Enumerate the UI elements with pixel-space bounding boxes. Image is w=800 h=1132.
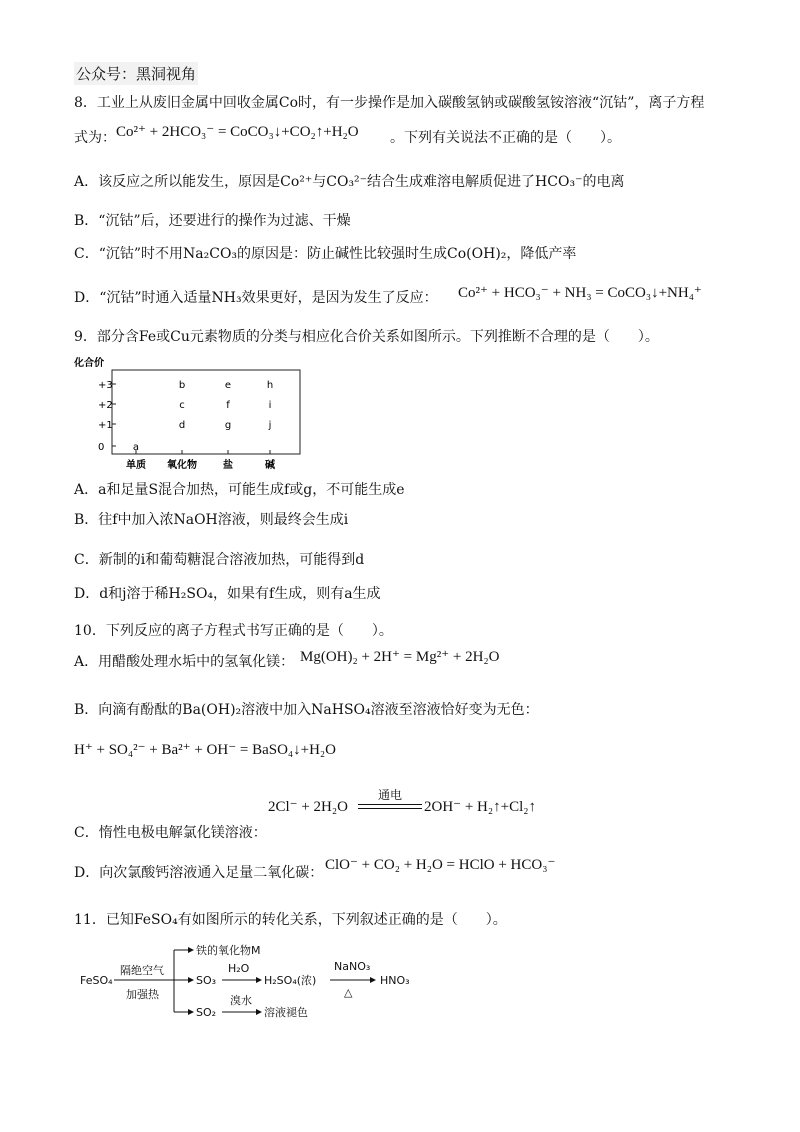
arrow-head-icon xyxy=(370,977,376,983)
scheme-p2-product2: HNO₃ xyxy=(380,974,410,987)
arrow-head-icon xyxy=(188,947,194,953)
scheme-start: FeSO₄ xyxy=(80,974,113,987)
graph-xtick: 盐 xyxy=(223,460,233,471)
graph-point-j: j xyxy=(268,420,272,431)
q8-stem-suffix: 。下列有关说法不正确的是（ ）。 xyxy=(390,130,621,146)
watermark: 公众号：黑洞视角 xyxy=(74,62,198,85)
q8-option-a: A．该反应之所以能发生，原因是Co²⁺与CO₃²⁻结合生成难溶电解质促进了HCO₃⁻的电离 xyxy=(74,174,625,190)
graph-point-c: c xyxy=(179,400,185,411)
q10-option-c-equation-left: 2Cl⁻ + 2H₂O xyxy=(268,799,348,815)
q10-option-c-text: C．惰性电极电解氯化镁溶液： xyxy=(74,825,267,841)
q8-option-d-equation: Co²⁺ + HCO₃⁻ + NH₃ = CoCO₃↓+NH₄⁺ xyxy=(458,285,702,301)
scheme-cond-bottom: 加强热 xyxy=(126,988,159,1001)
q10-option-d-text: D．向次氯酸钙溶液通入足量二氧化碳： xyxy=(74,865,324,881)
valence-classification-graph xyxy=(74,358,308,472)
q8-option-b: B．“沉钴”后，还要进行的操作为过滤、干燥 xyxy=(74,213,351,229)
q8-equation: Co²⁺ + 2HCO₃⁻ = CoCO₃↓+CO₂↑+H₂O xyxy=(116,124,359,140)
scheme-p1: 铁的氧化物M xyxy=(196,944,261,957)
arrow-head-icon xyxy=(188,1009,194,1015)
scheme-p2-reagent2-top: NaNO₃ xyxy=(334,960,371,973)
graph-point-i: i xyxy=(268,400,272,411)
graph-point-d: d xyxy=(178,420,186,431)
scheme-p3: SO₂ xyxy=(196,1006,217,1019)
scheme-p2-reagent2-bottom: △ xyxy=(344,986,353,999)
scheme-p3-reagent: 溴水 xyxy=(230,994,252,1007)
graph-ytick: +2 xyxy=(98,400,113,411)
graph-point-a: a xyxy=(132,442,140,453)
q10-option-b-equation: H⁺ + SO₄²⁻ + Ba²⁺ + OH⁻ = BaSO₄↓+H₂O xyxy=(74,742,336,758)
q10-option-a-equation: Mg(OH)₂ + 2H⁺ = Mg²⁺ + 2H₂O xyxy=(300,649,500,665)
scheme-p2-reagent: H₂O xyxy=(228,962,250,975)
graph-point-h: h xyxy=(266,380,274,391)
graph-point-f: f xyxy=(226,400,230,411)
scheme-cond-top: 隔绝空气 xyxy=(120,964,164,977)
q10-option-c-equation-right: 2OH⁻ + H₂↑+Cl₂↑ xyxy=(424,799,536,815)
q9-stem: 9．部分含Fe或Cu元素物质的分类与相应化合价关系如图所示。下列推断不合理的是（ ）。 xyxy=(74,329,659,345)
q10-option-b-text: B．向滴有酚酞的Ba(OH)₂溶液中加入NaHSO₄溶液至溶液恰好变为无色： xyxy=(74,702,539,718)
graph-point-b: b xyxy=(178,380,186,391)
graph-xtick: 氧化物 xyxy=(167,460,197,471)
graph-xtick: 单质 xyxy=(126,460,146,471)
graph-point-e: e xyxy=(224,380,232,391)
q8-stem-prefix: 式为： xyxy=(74,130,116,146)
q9-option-d: D．d和j溶于稀H₂SO₄，如果有f生成，则有a生成 xyxy=(74,586,381,602)
q8-stem-line1: 8．工业上从废旧金属中回收金属Co时，有一步操作是加入碳酸氢钠或碳酸氢铵溶液“沉钴”，离子方程 xyxy=(74,95,705,111)
scheme-p3-product: 溶液褪色 xyxy=(264,1006,308,1019)
q10-stem: 10．下列反应的离子方程式书写正确的是（ ）。 xyxy=(74,623,393,639)
q8-option-d-text: D．“沉钴”时通入适量NH₃效果更好，是因为发生了反应： xyxy=(74,290,438,306)
scheme-p2-product: H₂SO₄(浓) xyxy=(264,974,317,987)
q9-option-c: C．新制的i和葡萄糖混合溶液加热，可能得到d xyxy=(74,552,365,568)
arrow-head-icon xyxy=(256,977,262,983)
q9-option-a: A．a和足量S混合加热，可能生成f或g，不可能生成e xyxy=(74,482,405,498)
graph-xtick: 碱 xyxy=(265,460,275,471)
arrow-head-icon xyxy=(188,977,194,983)
feso4-conversion-scheme xyxy=(74,938,434,1028)
graph-ytick: +1 xyxy=(98,420,113,431)
graph-point-g: g xyxy=(224,420,232,431)
q10-option-d-equation: ClO⁻ + CO₂ + H₂O = HClO + HCO₃⁻ xyxy=(325,857,556,873)
q11-stem: 11．已知FeSO₄有如图所示的转化关系，下列叙述正确的是（ ）。 xyxy=(74,912,507,928)
graph-ylabel: 化合价 xyxy=(74,358,104,369)
arrow-head-icon xyxy=(256,1009,262,1015)
q10-option-a-text: A．用醋酸处理水垢中的氢氧化镁： xyxy=(74,654,295,670)
q10-option-c-condition: 通电 xyxy=(377,788,402,802)
graph-ytick: 0 xyxy=(98,442,105,453)
q10-option-c-equals-bar xyxy=(358,804,422,809)
q9-option-b: B．往f中加入浓NaOH溶液，则最终会生成i xyxy=(74,512,349,528)
scheme-p2: SO₃ xyxy=(196,974,217,987)
q8-option-c: C．“沉钴”时不用Na₂CO₃的原因是：防止碱性比较强时生成Co(OH)₂，降低产率 xyxy=(74,246,577,262)
graph-ytick: +3 xyxy=(98,380,113,391)
